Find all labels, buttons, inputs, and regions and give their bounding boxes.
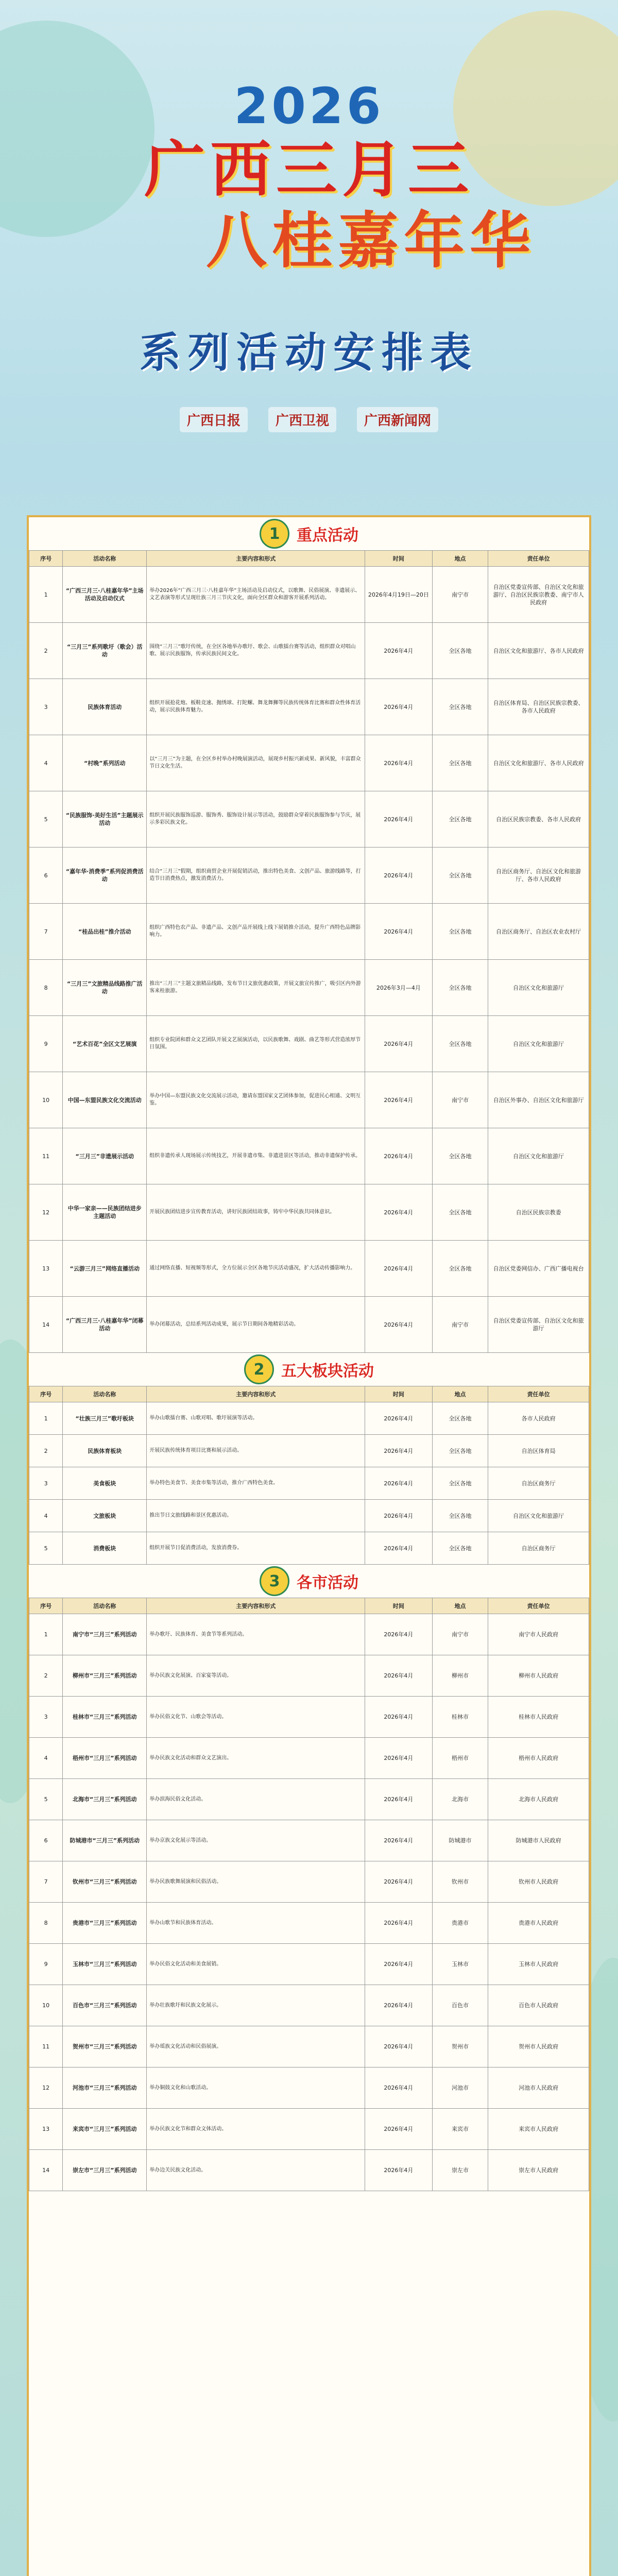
cell-no: 5 [29, 1532, 63, 1565]
section-header [29, 1565, 589, 1598]
column-header: 责任单位 [488, 551, 589, 567]
cell-content: 举办歌圩、民族体育、美食节等系列活动。 [147, 1614, 365, 1655]
cell-time: 2026年4月 [365, 2067, 432, 2109]
cell-no: 2 [29, 623, 63, 679]
cell-content: 结合“三月三”假期，组织商贸企业开展促销活动，推出特色美食、文创产品、旅游线路等，打造节日消费热点，激发消费活力。 [147, 848, 365, 904]
table-row [29, 1467, 589, 1500]
cell-unit: 梧州市人民政府 [488, 1738, 589, 1779]
cell-content: 举办山歌节和民族体育活动。 [147, 1903, 365, 1944]
column-header: 主要内容和形式 [147, 1386, 365, 1402]
cell-name: 钦州市“三月三”系列活动 [63, 1861, 147, 1903]
table-row [29, 1655, 589, 1697]
cell-place: 全区各地 [432, 1184, 488, 1241]
cell-unit: 桂林市人民政府 [488, 1697, 589, 1738]
cell-content: 推出“三月三”主题文旅精品线路，发布节日文旅优惠政策，开展文旅宣传推广，吸引区内外游客来桂旅游。 [147, 960, 365, 1016]
cell-time: 2026年4月 [365, 848, 432, 904]
table-row [29, 1128, 589, 1184]
cell-unit: 自治区党委网信办、广西广播电视台 [488, 1241, 589, 1297]
cell-unit: 自治区外事办、自治区文化和旅游厅 [488, 1072, 589, 1128]
table-row [29, 1779, 589, 1820]
cell-content: 举办特色美食节、美食市集等活动，推介广西特色美食。 [147, 1467, 365, 1500]
cell-place: 钦州市 [432, 1861, 488, 1903]
cell-content: 举办瑶族文化活动和民俗展演。 [147, 2026, 365, 2067]
cell-name: “三月三”非遗展示活动 [63, 1128, 147, 1184]
cell-name: “民族服饰·美好生活”主题展示活动 [63, 791, 147, 848]
column-header: 地点 [432, 551, 488, 567]
cell-time: 2026年4月 [365, 1467, 432, 1500]
cell-no: 1 [29, 567, 63, 623]
cell-no: 8 [29, 1903, 63, 1944]
cell-time: 2026年4月 [365, 623, 432, 679]
cell-time: 2026年4月 [365, 904, 432, 960]
page-subtitle: 系列活动安排表 [140, 329, 478, 377]
cell-no: 9 [29, 1016, 63, 1072]
cell-name: 民族体育活动 [63, 679, 147, 735]
table-row [29, 735, 589, 791]
cell-no: 14 [29, 1297, 63, 1353]
cell-time: 2026年4月 [365, 2026, 432, 2067]
header [0, 0, 618, 505]
section-title: 五大板块活动 [281, 1362, 374, 1380]
cell-name: 南宁市“三月三”系列活动 [63, 1614, 147, 1655]
cell-content: 组织广西特色农产品、非遗产品、文创产品开展线上线下展销推介活动，提升广西特色品牌影响力。 [147, 904, 365, 960]
cell-content: 组织非遗传承人现场展示传统技艺，开展非遗市集、非遗进景区等活动，推动非遗保护传承。 [147, 1128, 365, 1184]
table-row [29, 1861, 589, 1903]
cell-time: 2026年4月 [365, 1532, 432, 1565]
cell-content: 举办壮族歌圩和民族文化展示。 [147, 1985, 365, 2026]
cell-place: 全区各地 [432, 904, 488, 960]
cell-place: 全区各地 [432, 623, 488, 679]
cell-no: 8 [29, 960, 63, 1016]
cell-no: 12 [29, 1184, 63, 1241]
cell-unit: 百色市人民政府 [488, 1985, 589, 2026]
cell-place: 防城港市 [432, 1820, 488, 1861]
table-row [29, 1435, 589, 1467]
cell-content: 开展民族传统体育项目比赛和展示活动。 [147, 1435, 365, 1467]
cell-unit: 自治区文化和旅游厅 [488, 1500, 589, 1532]
cell-no: 7 [29, 904, 63, 960]
cell-no: 7 [29, 1861, 63, 1903]
cell-place: 南宁市 [432, 1297, 488, 1353]
column-header: 序号 [29, 1386, 63, 1402]
cell-unit: 柳州市人民政府 [488, 1655, 589, 1697]
cell-unit: 河池市人民政府 [488, 2067, 589, 2109]
cell-place: 柳州市 [432, 1655, 488, 1697]
cell-no: 11 [29, 1128, 63, 1184]
cell-no: 13 [29, 2109, 63, 2150]
cell-time: 2026年4月 [365, 791, 432, 848]
cell-place: 全区各地 [432, 848, 488, 904]
organizer-logos [0, 407, 618, 432]
table-row [29, 2067, 589, 2109]
cell-unit: 自治区民族宗教委、各市人民政府 [488, 791, 589, 848]
organizer-logo: 广西卫视 [268, 407, 336, 432]
section-number-badge: 2 [244, 1354, 274, 1384]
cell-content: 举办民族文化活动和群众文艺演出。 [147, 1738, 365, 1779]
cell-no: 5 [29, 791, 63, 848]
table-row [29, 1500, 589, 1532]
cell-no: 6 [29, 848, 63, 904]
table-row [29, 2109, 589, 2150]
table-row [29, 1820, 589, 1861]
cell-time: 2026年4月 [365, 2109, 432, 2150]
cell-unit: 贵港市人民政府 [488, 1903, 589, 1944]
cell-unit: 崇左市人民政府 [488, 2150, 589, 2191]
cell-place: 全区各地 [432, 1016, 488, 1072]
cell-unit: 防城港市人民政府 [488, 1820, 589, 1861]
cell-content: 举办闭幕活动，总结系列活动成果，展示节日期间各地精彩活动。 [147, 1297, 365, 1353]
table-row [29, 791, 589, 848]
cell-unit: 南宁市人民政府 [488, 1614, 589, 1655]
table-row [29, 1072, 589, 1128]
table-row [29, 1532, 589, 1565]
cell-unit: 玉林市人民政府 [488, 1944, 589, 1985]
cell-place: 来宾市 [432, 2109, 488, 2150]
cell-name: 贵港市“三月三”系列活动 [63, 1903, 147, 1944]
cell-time: 2026年4月 [365, 1500, 432, 1532]
cell-name: “云游三月三”网络直播活动 [63, 1241, 147, 1297]
cell-place: 全区各地 [432, 791, 488, 848]
cell-content: 组织专业院团和群众文艺团队开展文艺展演活动，以民族歌舞、戏剧、曲艺等形式营造浓厚节日氛围。 [147, 1016, 365, 1072]
cell-place: 全区各地 [432, 1467, 488, 1500]
section-header [29, 1353, 589, 1386]
table-row [29, 1738, 589, 1779]
cell-time: 2026年4月 [365, 1779, 432, 1820]
cell-content: 举办民族文化展演、百家宴等活动。 [147, 1655, 365, 1697]
cell-time: 2026年4月 [365, 735, 432, 791]
cell-time: 2026年4月 [365, 1697, 432, 1738]
cell-name: 消费板块 [63, 1532, 147, 1565]
cell-unit: 自治区商务厅 [488, 1532, 589, 1565]
cell-name: 梧州市“三月三”系列活动 [63, 1738, 147, 1779]
cell-name: “嘉年华·消费季”系列促消费活动 [63, 848, 147, 904]
year-label: 2026 [234, 77, 384, 135]
cell-place: 全区各地 [432, 1128, 488, 1184]
cell-no: 4 [29, 1500, 63, 1532]
cell-place: 全区各地 [432, 1500, 488, 1532]
table-row [29, 1903, 589, 1944]
cell-time: 2026年4月 [365, 1297, 432, 1353]
column-header: 时间 [365, 551, 432, 567]
cell-content: 以“三月三”为主题，在全区乡村举办村晚展演活动，展现乡村振兴新成果、新风貌，丰富群众节日文化生活。 [147, 735, 365, 791]
cell-unit: 自治区文化和旅游厅 [488, 1128, 589, 1184]
cell-content: 开展民族团结进步宣传教育活动，讲好民族团结故事，铸牢中华民族共同体意识。 [147, 1184, 365, 1241]
column-header: 主要内容和形式 [147, 551, 365, 567]
column-header: 主要内容和形式 [147, 1598, 365, 1614]
cell-name: “艺术百花”全区文艺展演 [63, 1016, 147, 1072]
cell-time: 2026年4月 [365, 2150, 432, 2191]
cell-name: “壮族三月三”歌圩板块 [63, 1402, 147, 1435]
cell-name: 崇左市“三月三”系列活动 [63, 2150, 147, 2191]
table-row [29, 960, 589, 1016]
cell-content: 举办京族文化展示等活动。 [147, 1820, 365, 1861]
cell-name: 桂林市“三月三”系列活动 [63, 1697, 147, 1738]
cell-content: 举办中国—东盟民族文化交流展示活动，邀请东盟国家文艺团体参加，促进民心相通、文明互鉴。 [147, 1072, 365, 1128]
column-header: 序号 [29, 1598, 63, 1614]
section-number-badge: 1 [260, 519, 289, 549]
cell-name: “广西三月三·八桂嘉年华”主场活动及启动仪式 [63, 567, 147, 623]
cell-name: 玉林市“三月三”系列活动 [63, 1944, 147, 1985]
column-header: 活动名称 [63, 1598, 147, 1614]
schedule-table [29, 550, 589, 1353]
cell-name: “桂品出桂”推介活动 [63, 904, 147, 960]
cell-no: 3 [29, 1467, 63, 1500]
cell-unit: 自治区民族宗教委 [488, 1184, 589, 1241]
organizer-logo: 广西日报 [180, 407, 248, 432]
cell-time: 2026年4月 [365, 1128, 432, 1184]
cell-content: 围绕“三月三”歌圩传统，在全区各地举办歌圩、歌会、山歌擂台赛等活动，组织群众对唱山歌、展示民族服饰，传承民族民间文化。 [147, 623, 365, 679]
cell-no: 14 [29, 2150, 63, 2191]
table-row [29, 1697, 589, 1738]
cell-time: 2026年4月 [365, 1820, 432, 1861]
cell-place: 全区各地 [432, 1435, 488, 1467]
cell-name: 河池市“三月三”系列活动 [63, 2067, 147, 2109]
cell-unit: 钦州市人民政府 [488, 1861, 589, 1903]
cell-name: “三月三”系列歌圩（歌会）活动 [63, 623, 147, 679]
column-header: 序号 [29, 551, 63, 567]
cell-name: 防城港市“三月三”系列活动 [63, 1820, 147, 1861]
cell-no: 6 [29, 1820, 63, 1861]
cell-place: 南宁市 [432, 1614, 488, 1655]
cell-unit: 自治区商务厅、自治区农业农村厅 [488, 904, 589, 960]
cell-no: 1 [29, 1614, 63, 1655]
cell-time: 2026年4月 [365, 1435, 432, 1467]
cell-unit: 贺州市人民政府 [488, 2026, 589, 2067]
cell-name: 民族体育板块 [63, 1435, 147, 1467]
cell-unit: 自治区商务厅 [488, 1467, 589, 1500]
column-header: 时间 [365, 1386, 432, 1402]
column-header: 地点 [432, 1386, 488, 1402]
cell-name: “三月三”文旅精品线路推广活动 [63, 960, 147, 1016]
table-header-row [29, 551, 589, 567]
cell-content: 举办民俗文化活动和美食展销。 [147, 1944, 365, 1985]
cell-no: 2 [29, 1655, 63, 1697]
cell-no: 4 [29, 735, 63, 791]
cell-place: 贺州市 [432, 2026, 488, 2067]
table-row [29, 1985, 589, 2026]
cell-no: 11 [29, 2026, 63, 2067]
cell-name: 贺州市“三月三”系列活动 [63, 2026, 147, 2067]
table-row [29, 1241, 589, 1297]
cell-unit: 自治区文化和旅游厅 [488, 1016, 589, 1072]
cell-no: 1 [29, 1402, 63, 1435]
cell-unit: 自治区体育局 [488, 1435, 589, 1467]
column-header: 责任单位 [488, 1598, 589, 1614]
cell-place: 北海市 [432, 1779, 488, 1820]
cell-time: 2026年4月 [365, 1184, 432, 1241]
organizer-logo: 广西新闻网 [357, 407, 438, 432]
table-row [29, 1297, 589, 1353]
cell-content: 举办滨海民俗文化活动。 [147, 1779, 365, 1820]
cell-content: 举办2026年“广西三月三·八桂嘉年华”主场活动及启动仪式，以歌舞、民俗展演、非遗展示、文艺表演等形式呈现壮族三月三节庆文化，面向全区群众和游客开展系列活动。 [147, 567, 365, 623]
cell-time: 2026年4月 [365, 1016, 432, 1072]
section-number-badge: 3 [260, 1566, 289, 1596]
cell-content: 组织开展民族服饰巡游、服饰秀、服饰设计展示等活动，鼓励群众穿着民族服饰参与节庆，展示多彩民族文化。 [147, 791, 365, 848]
cell-name: 中华一家亲——民族团结进步主题活动 [63, 1184, 147, 1241]
cell-name: “广西三月三·八桂嘉年华”闭幕活动 [63, 1297, 147, 1353]
cell-no: 10 [29, 1985, 63, 2026]
cell-content: 组织开展抢花炮、板鞋竞速、抛绣球、打陀螺、舞龙舞狮等民族传统体育比赛和群众性体育活动，展示民族体育魅力。 [147, 679, 365, 735]
cell-name: 百色市“三月三”系列活动 [63, 1985, 147, 2026]
section-header [29, 517, 589, 550]
cell-no: 3 [29, 679, 63, 735]
cell-unit: 来宾市人民政府 [488, 2109, 589, 2150]
cell-place: 南宁市 [432, 1072, 488, 1128]
schedule-table [29, 1386, 589, 1565]
cell-time: 2026年4月19日—20日 [365, 567, 432, 623]
cell-place: 全区各地 [432, 735, 488, 791]
cell-time: 2026年4月 [365, 1861, 432, 1903]
cell-name: 文旅板块 [63, 1500, 147, 1532]
cell-unit: 自治区商务厅、自治区文化和旅游厅、各市人民政府 [488, 848, 589, 904]
cell-time: 2026年4月 [365, 1241, 432, 1297]
column-header: 活动名称 [63, 551, 147, 567]
cell-no: 12 [29, 2067, 63, 2109]
cell-content: 举办边关民族文化活动。 [147, 2150, 365, 2191]
cell-place: 全区各地 [432, 679, 488, 735]
cell-place: 全区各地 [432, 960, 488, 1016]
cell-time: 2026年3月—4月 [365, 960, 432, 1016]
title-line-1: 广西三月三 [144, 133, 474, 205]
cell-place: 南宁市 [432, 567, 488, 623]
cell-unit: 自治区文化和旅游厅、各市人民政府 [488, 623, 589, 679]
cell-content: 举办民族文化节和群众文体活动。 [147, 2109, 365, 2150]
cell-no: 10 [29, 1072, 63, 1128]
cell-no: 2 [29, 1435, 63, 1467]
cell-name: 来宾市“三月三”系列活动 [63, 2109, 147, 2150]
cell-place: 桂林市 [432, 1697, 488, 1738]
cell-unit: 各市人民政府 [488, 1402, 589, 1435]
cell-time: 2026年4月 [365, 1903, 432, 1944]
cell-place: 百色市 [432, 1985, 488, 2026]
cell-unit: 自治区党委宣传部、自治区文化和旅游厅 [488, 1297, 589, 1353]
cell-no: 4 [29, 1738, 63, 1779]
cell-name: 柳州市“三月三”系列活动 [63, 1655, 147, 1697]
cell-content: 推出节日文旅线路和景区优惠活动。 [147, 1500, 365, 1532]
table-row [29, 2150, 589, 2191]
cell-no: 5 [29, 1779, 63, 1820]
cell-place: 全区各地 [432, 1241, 488, 1297]
schedule-table [29, 1598, 589, 2191]
column-header: 地点 [432, 1598, 488, 1614]
cell-content: 举办山歌擂台赛、山歌对唱、歌圩展演等活动。 [147, 1402, 365, 1435]
cell-content: 通过网络直播、短视频等形式，全方位展示全区各地节庆活动盛况，扩大活动传播影响力。 [147, 1241, 365, 1297]
cell-name: 中国—东盟民族文化交流活动 [63, 1072, 147, 1128]
cell-content: 举办民族歌舞展演和民俗活动。 [147, 1861, 365, 1903]
cell-unit: 北海市人民政府 [488, 1779, 589, 1820]
column-header: 责任单位 [488, 1386, 589, 1402]
cell-unit: 自治区文化和旅游厅 [488, 960, 589, 1016]
table-row [29, 567, 589, 623]
table-row [29, 904, 589, 960]
cell-time: 2026年4月 [365, 679, 432, 735]
column-header: 活动名称 [63, 1386, 147, 1402]
cell-name: 北海市“三月三”系列活动 [63, 1779, 147, 1820]
table-header-row [29, 1386, 589, 1402]
section-title: 重点活动 [297, 527, 358, 545]
cell-no: 9 [29, 1944, 63, 1985]
cell-unit: 自治区文化和旅游厅、各市人民政府 [488, 735, 589, 791]
cell-name: 美食板块 [63, 1467, 147, 1500]
cell-time: 2026年4月 [365, 1402, 432, 1435]
cell-place: 全区各地 [432, 1532, 488, 1565]
cell-unit: 自治区党委宣传部、自治区文化和旅游厅、自治区民族宗教委、南宁市人民政府 [488, 567, 589, 623]
cell-place: 全区各地 [432, 1402, 488, 1435]
cell-time: 2026年4月 [365, 1738, 432, 1779]
cell-no: 3 [29, 1697, 63, 1738]
table-row [29, 679, 589, 735]
table-row [29, 2026, 589, 2067]
cell-time: 2026年4月 [365, 1614, 432, 1655]
cell-place: 河池市 [432, 2067, 488, 2109]
table-row [29, 1944, 589, 1985]
cell-time: 2026年4月 [365, 1944, 432, 1985]
cell-time: 2026年4月 [365, 1985, 432, 2026]
table-row [29, 1184, 589, 1241]
table-row [29, 1402, 589, 1435]
table-row [29, 1614, 589, 1655]
cell-place: 崇左市 [432, 2150, 488, 2191]
cell-name: “村晚”系列活动 [63, 735, 147, 791]
cell-place: 贵港市 [432, 1903, 488, 1944]
cell-content: 举办铜鼓文化和山歌活动。 [147, 2067, 365, 2109]
column-header: 时间 [365, 1598, 432, 1614]
cell-no: 13 [29, 1241, 63, 1297]
cell-time: 2026年4月 [365, 1655, 432, 1697]
cell-place: 玉林市 [432, 1944, 488, 1985]
cell-place: 梧州市 [432, 1738, 488, 1779]
cell-content: 组织开展节日促消费活动，发放消费券。 [147, 1532, 365, 1565]
table-row [29, 623, 589, 679]
cell-time: 2026年4月 [365, 1072, 432, 1128]
table-header-row [29, 1598, 589, 1614]
table-row [29, 1016, 589, 1072]
schedule-panel [27, 515, 591, 2576]
page-title [0, 134, 618, 276]
section-title: 各市活动 [297, 1574, 358, 1592]
table-row [29, 848, 589, 904]
title-line-2: 八桂嘉年华 [205, 205, 536, 276]
cell-content: 举办民俗文化节、山歌会等活动。 [147, 1697, 365, 1738]
cell-unit: 自治区体育局、自治区民族宗教委、各市人民政府 [488, 679, 589, 735]
